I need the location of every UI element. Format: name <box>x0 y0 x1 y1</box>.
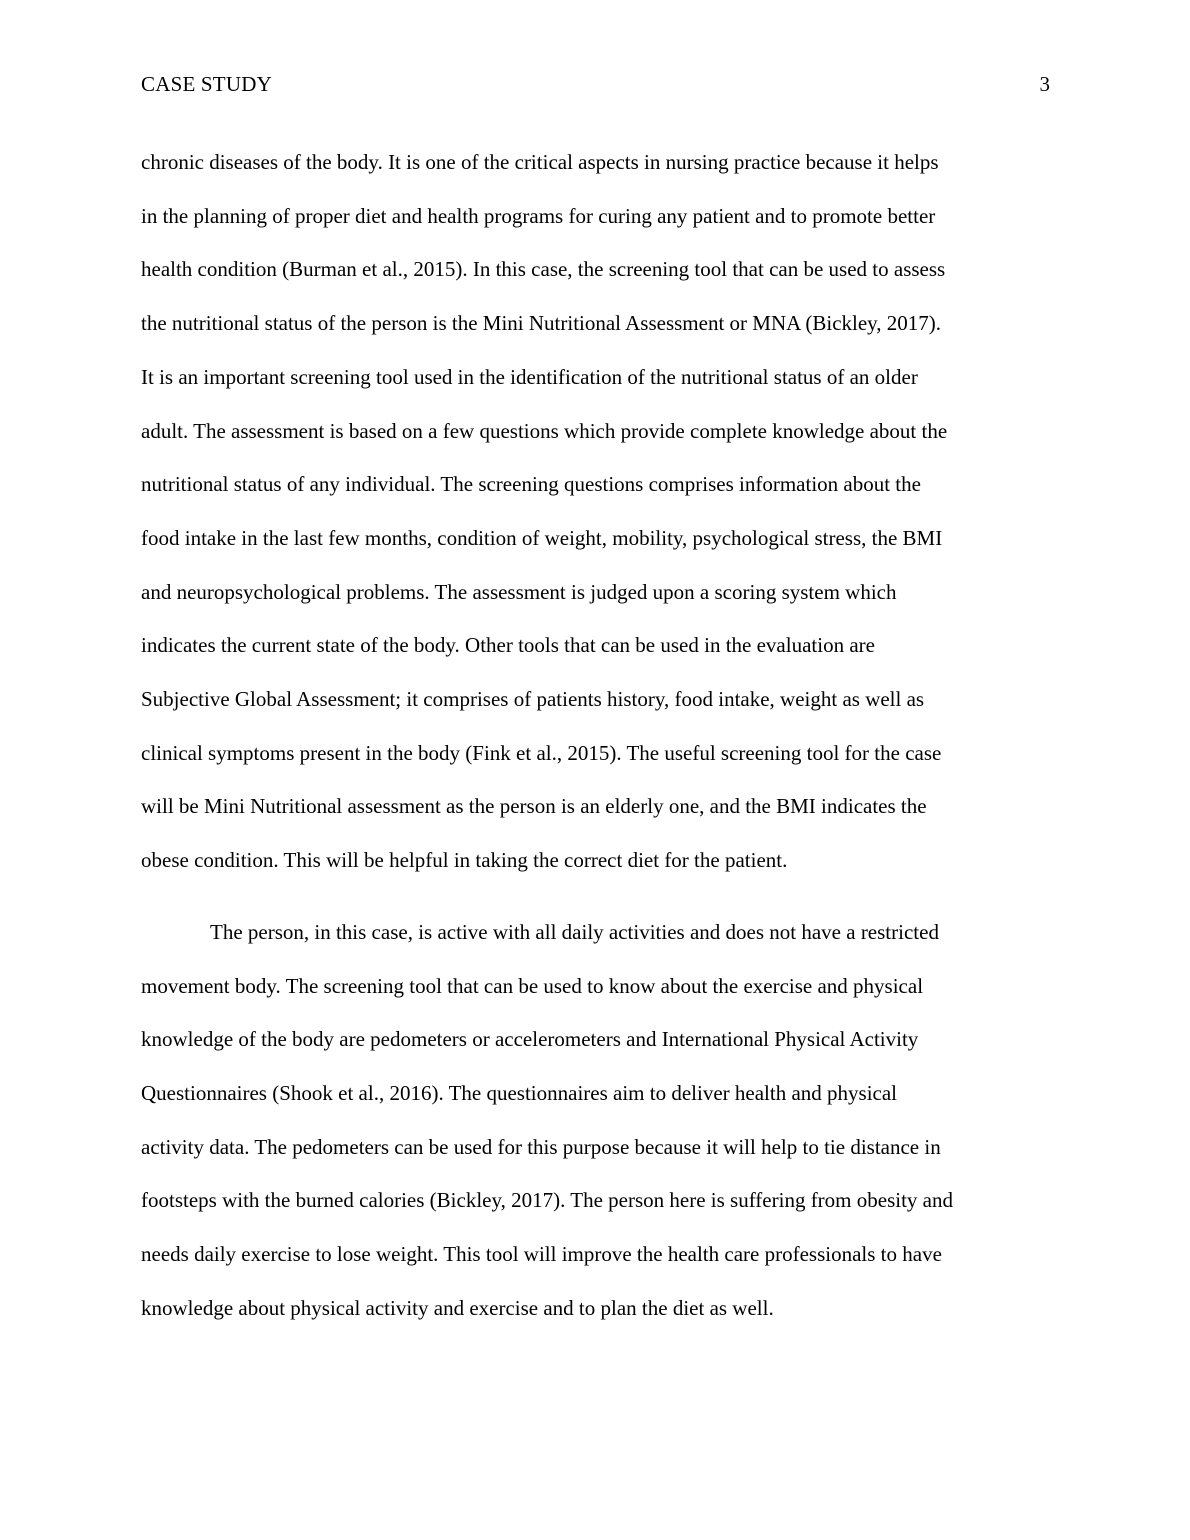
text-line: obese condition. This will be helpful in taking the correct diet for the patient. <box>141 848 788 873</box>
text-line: the nutritional status of the person is the Mini Nutritional Assessment or MNA (Bickley, 2017). <box>141 311 942 336</box>
running-head: CASE STUDY <box>141 72 272 96</box>
text-line: in the planning of proper diet and health programs for curing any patient and to promote better <box>141 203 936 228</box>
text-line: and neuropsychological problems. The assessment is judged upon a scoring system which <box>141 579 897 604</box>
text-line: knowledge of the body are pedometers or accelerometers and International Physical Activity <box>141 1027 919 1052</box>
text-line: will be Mini Nutritional assessment as the person is an elderly one, and the BMI indicates the <box>141 794 927 819</box>
text-line: Questionnaires (Shook et al., 2016). The questionnaires aim to deliver health and physical <box>141 1080 898 1105</box>
paragraph <box>141 906 1061 1336</box>
text-line: indicates the current state of the body. Other tools that can be used in the evaluation are <box>141 633 875 658</box>
text-line: food intake in the last few months, condition of weight, mobility, psychological stress, the BMI <box>141 525 943 550</box>
text-line: needs daily exercise to lose weight. This tool will improve the health care professionals to have <box>141 1242 942 1267</box>
paragraph <box>141 136 1061 888</box>
text-line: movement body. The screening tool that can be used to know about the exercise and physical <box>141 973 924 998</box>
text-line: chronic diseases of the body. It is one of the critical aspects in nursing practice because it helps <box>141 150 939 174</box>
text-line: The person, in this case, is active with all daily activities and does not have a restricted <box>210 919 939 944</box>
text-line: activity data. The pedometers can be used for this purpose because it will help to tie distance in <box>141 1134 941 1159</box>
text-line: Subjective Global Assessment; it comprises of patients history, food intake, weight as well as <box>141 687 925 712</box>
text-line: footsteps with the burned calories (Bickley, 2017). The person here is suffering from obesity and <box>141 1188 953 1213</box>
text-line: health condition (Burman et al., 2015). In this case, the screening tool that can be used to assess <box>141 257 946 282</box>
page-number: 3 <box>1039 72 1050 96</box>
text-line: It is an important screening tool used in the identification of the nutritional status of an older <box>141 364 918 389</box>
text-line: nutritional status of any individual. The screening questions comprises information about the <box>141 472 921 497</box>
text-line: adult. The assessment is based on a few questions which provide complete knowledge about the <box>141 418 948 443</box>
body-text <box>141 136 1061 1335</box>
text-line: knowledge about physical activity and exercise and to plan the diet as well. <box>141 1295 774 1320</box>
text-line: clinical symptoms present in the body (Fink et al., 2015). The useful screening tool for the case <box>141 740 942 765</box>
